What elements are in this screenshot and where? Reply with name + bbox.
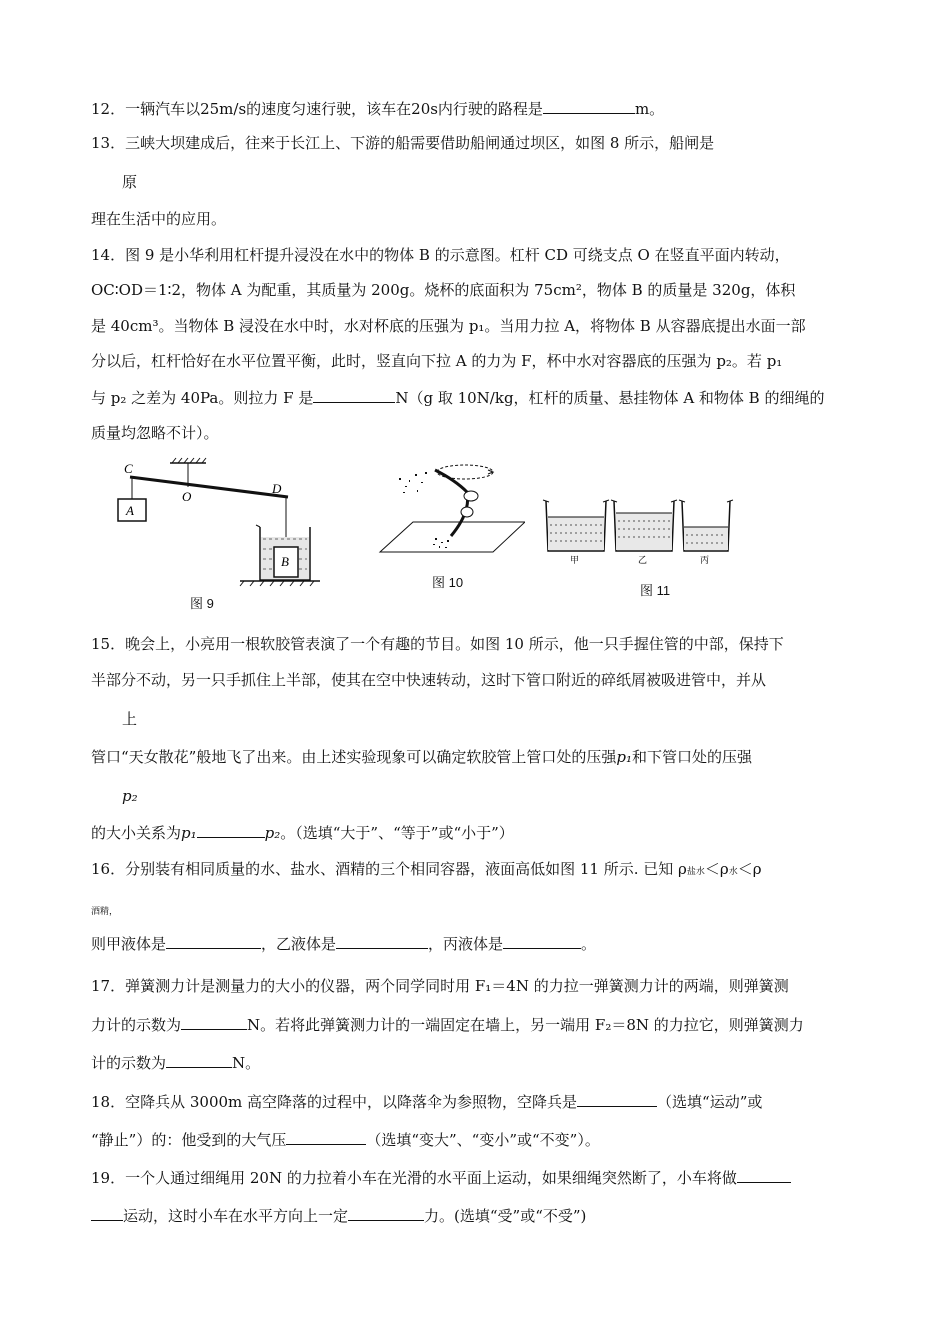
figure-9-lever: [110, 455, 325, 590]
question-15-line1: 15．晚会上，小亮用一根软胶管表演了一个有趣的节目。如图 10 所示，他一只手握住管的中部，保持下: [91, 635, 784, 653]
answer-blank[interactable]: [313, 387, 395, 403]
question-17-line1: 17．弹簧测力计是测量力的大小的仪器，两个同学同时用 F₁＝4N 的力拉一弹簧测力计的两端，则弹簧测: [91, 977, 789, 995]
question-14-line4: 分以后，杠杆恰好在水平位置平衡，此时，竖直向下拉 A 的力为 F，杯中水对容器底的压强为 p₂。若 p₁: [91, 352, 783, 370]
label-a: A: [126, 503, 134, 518]
figure-11-containers: [540, 495, 735, 570]
answer-blank[interactable]: [543, 98, 635, 114]
question-16-line1: 16．分别装有相同质量的水、盐水、酒精的三个相同容器，液面高低如图 11 所示. 已知 ρ盐水＜ρ水＜ρ: [91, 860, 762, 878]
question-13-line1: 13．三峡大坝建成后，往来于长江上、下游的船需要借助船闸通过坝区，如图 8 所示，船闸是: [91, 134, 715, 152]
question-17-line3: 计的示数为 N。: [91, 1054, 261, 1072]
answer-blank[interactable]: [166, 1052, 232, 1068]
question-17-line2: 力计的示数为 N。若将此弹簧测力计的一端固定在墙上，另一端用 F₂＝8N 的力拉它，则弹簧测力: [91, 1016, 804, 1034]
label-o: O: [182, 489, 192, 504]
container-bing: [679, 500, 733, 551]
question-19-line1: 19．一个人通过细绳用 20N 的力拉着小车在光滑的水平面上运动，如果细绳突然断了，小车将做: [91, 1167, 791, 1188]
answer-blank[interactable]: [737, 1167, 791, 1183]
question-18-line2: “静止”）的：他受到的大气压 （选填“变大”、“变小”或“不变”）。: [91, 1131, 600, 1149]
figure-11-caption: 图 11: [640, 583, 671, 598]
answer-blank[interactable]: [348, 1205, 424, 1221]
figure-10-hose: [375, 452, 525, 557]
question-14-line3: 是 40cm³。当物体 B 浸没在水中时，水对杯底的压强为 p₁。当用力拉 A，将物体 B 从容器底提出水面一部: [91, 317, 806, 335]
label-yi: 乙: [638, 556, 648, 566]
question-16-line2: 酒精，: [91, 907, 119, 917]
label-bing: 丙: [700, 556, 710, 566]
answer-blank[interactable]: [166, 933, 261, 949]
figure-10-caption: 图 10: [432, 575, 464, 590]
answer-blank[interactable]: [181, 1014, 247, 1030]
question-15-line4: 管口“天女散花”般地飞了出来。由上述实验现象可以确定软胶管上管口处的压强p₁和下管口处的压强: [91, 748, 752, 766]
question-14-line6: 质量均忽略不计）。: [91, 424, 219, 442]
question-13-line2: 原: [122, 173, 138, 191]
question-15-line6: 的大小关系为p₁ p₂。（选填“大于”、“等于”或“小于”）: [91, 824, 514, 842]
answer-blank[interactable]: [286, 1129, 366, 1145]
question-14-line2: OC∶OD＝1∶2，物体 A 为配重，其质量为 200g。烧杯的底面积为 75cm²，物体 B 的质量是 320g，体积: [91, 281, 796, 299]
container-yi: [611, 500, 677, 551]
container-jia: [543, 500, 609, 551]
answer-blank[interactable]: [197, 822, 265, 838]
question-14-line1: 14．图 9 是小华利用杠杆提升浸没在水中的物体 B 的示意图。杠杆 CD 可绕支点 O 在竖直平面内转动，: [91, 246, 790, 264]
label-b: B: [281, 554, 289, 569]
question-12: 12．一辆汽车以25m/s的速度匀速行驶，该车在20s内行驶的路程是 m。: [91, 100, 665, 118]
label-d: D: [272, 481, 282, 496]
question-19-line2: 运动，这时小车在水平方向上一定 力。(选填“受”或“不受”): [91, 1205, 586, 1226]
question-16-line3: 则甲液体是 ，乙液体是 ，丙液体是 。: [91, 935, 597, 953]
label-c: C: [124, 461, 133, 476]
question-15-line5: p₂: [122, 787, 138, 805]
answer-blank[interactable]: [577, 1091, 657, 1107]
question-15-line3: 上: [122, 710, 138, 728]
question-14-line5: 与 p₂ 之差为 40Pa。则拉力 F 是 N（g 取 10N/kg，杠杆的质量、悬挂物体 A 和物体 B 的细绳的: [91, 389, 825, 407]
question-13-line3: 理在生活中的应用。: [91, 210, 227, 228]
answer-blank[interactable]: [336, 933, 428, 949]
figure-9-caption: 图 9: [190, 596, 214, 611]
question-15-line2: 半部分不动，另一只手抓住上半部，使其在空中快速转动，这时下管口附近的碎纸屑被吸进管中，并从: [91, 671, 767, 689]
question-18-line1: 18．空降兵从 3000m 高空降落的过程中，以降落伞为参照物，空降兵是 （选填“运动”或: [91, 1093, 763, 1111]
answer-blank[interactable]: [503, 933, 581, 949]
answer-blank[interactable]: [91, 1205, 123, 1221]
label-jia: 甲: [570, 556, 580, 566]
